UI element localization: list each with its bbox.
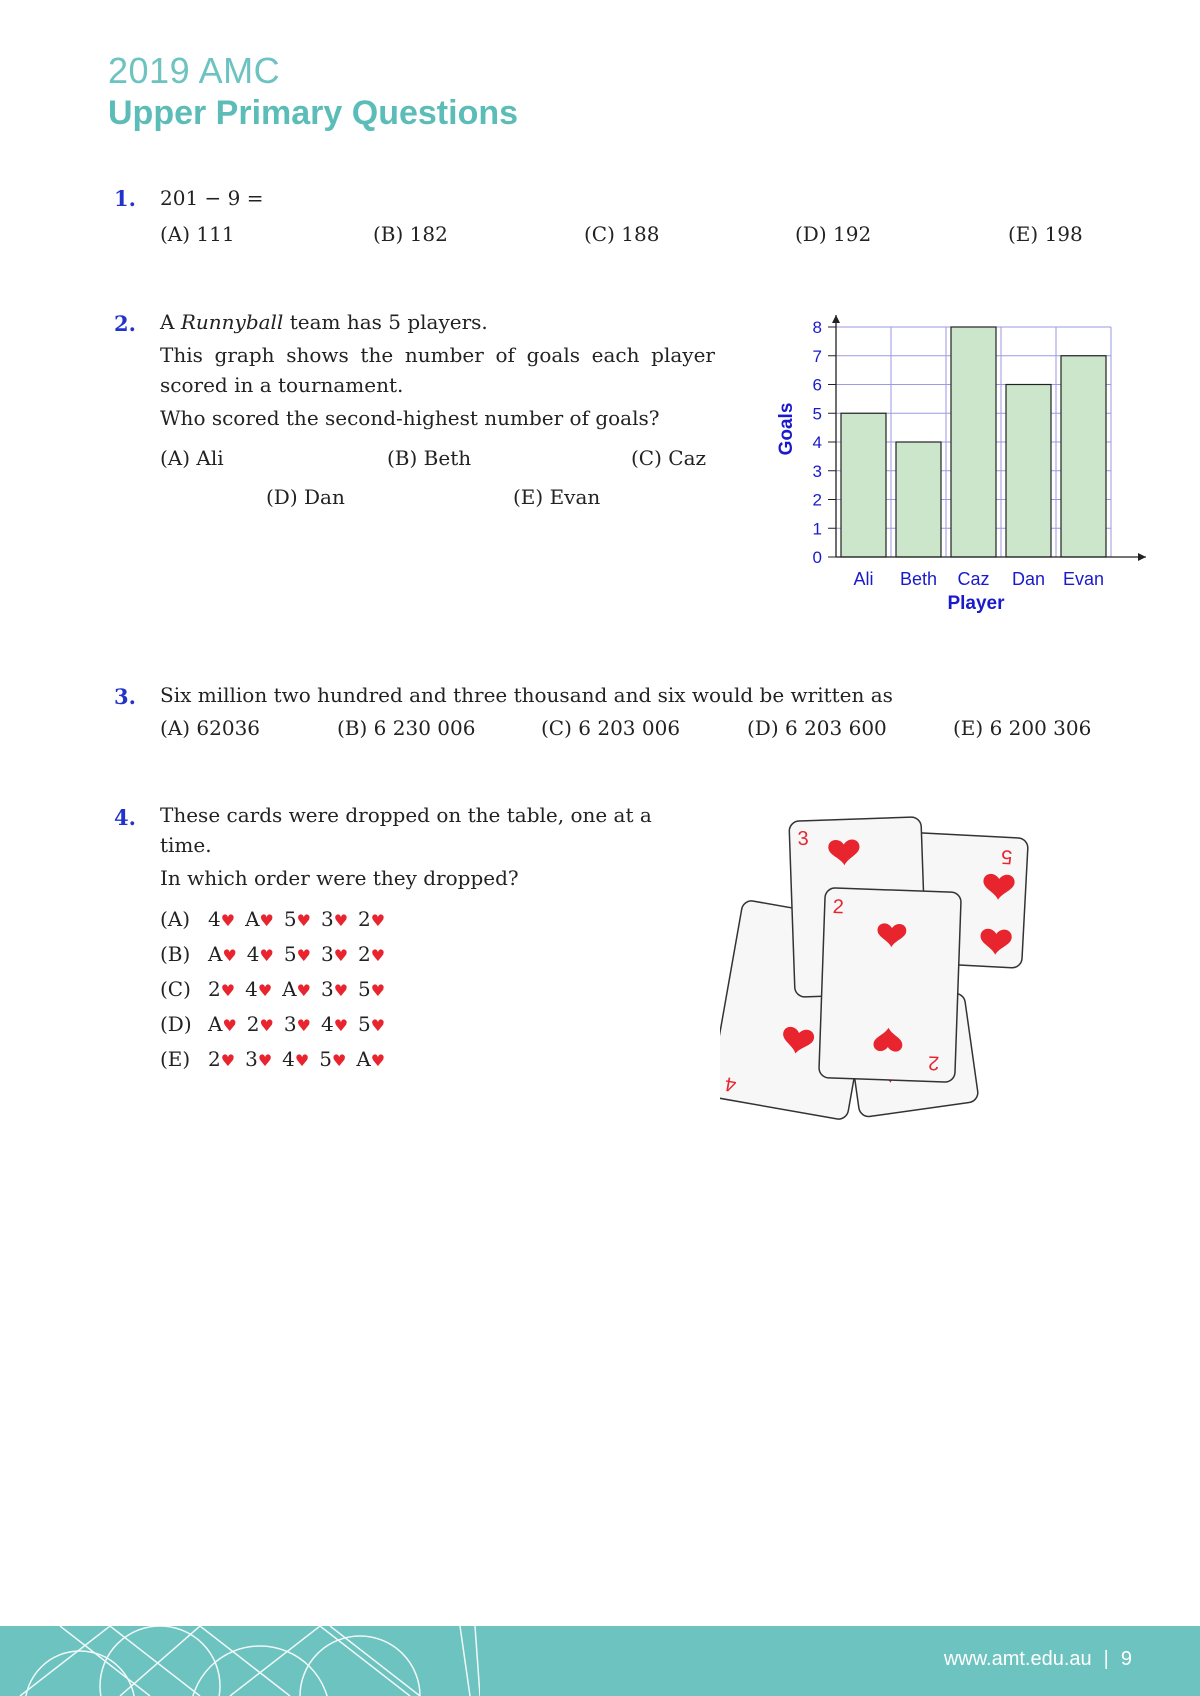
q4-card: A♥: [208, 942, 237, 966]
card-two-rank: 2: [832, 895, 845, 919]
q4-card: 2♥: [208, 977, 236, 1001]
q1-option-d: (D) 192: [795, 222, 872, 246]
heart-icon: ♥: [220, 1051, 236, 1070]
q4-card: 3♥: [283, 1012, 311, 1036]
q4-card: 4♥: [208, 907, 236, 931]
q4-option-a-label: (A): [160, 907, 191, 931]
card-four-rank: 4: [723, 1072, 739, 1096]
q2-number: 2.: [114, 311, 136, 336]
chart-x-tick-label: Dan: [1011, 569, 1046, 589]
chart-x-ticks: [853, 569, 1104, 589]
chart-y-tick-label: 8: [812, 318, 822, 337]
chart-y-tick-label: 0: [812, 548, 822, 567]
chart-y-tick-label: 3: [812, 461, 822, 481]
q4-option-b-label: (B): [160, 942, 191, 966]
q2-option-c: (C) Caz: [631, 446, 707, 470]
heart-icon: ♥: [259, 1016, 274, 1035]
q4-card: 5♥: [358, 1012, 386, 1036]
q2-option-e: (E) Evan: [513, 485, 601, 509]
chart-y-axis-arrow: [832, 315, 840, 323]
q4-card: 2♥: [358, 942, 386, 966]
heart-icon: ♥: [257, 1051, 273, 1070]
heart-icon: ♥: [333, 981, 349, 1000]
card-two-of-hearts: [819, 888, 962, 1083]
q4-card: 2♥: [208, 1047, 236, 1071]
footer-text: [944, 1648, 1132, 1671]
heart-icon: ♥: [296, 946, 311, 965]
q4-option-b: [160, 942, 395, 966]
card-three-rank: 3: [797, 827, 810, 851]
q1-option-a: (A) 111: [160, 222, 235, 246]
heart-icon: ♥: [370, 946, 386, 965]
chart-x-axis-label: Player: [947, 593, 1005, 614]
q4-option-d: [160, 1012, 395, 1036]
q1-number: 1.: [114, 186, 136, 211]
chart-bar: [1006, 385, 1051, 558]
q4-line1: These cards were dropped on the table, one at a time.: [160, 803, 652, 857]
q2-line1: A Runnyball team has 5 players.: [160, 310, 488, 334]
dropped-cards-illustration: [720, 805, 1060, 1125]
heart-icon: ♥: [296, 981, 311, 1000]
heart-icon: ♥: [333, 1016, 349, 1035]
chart-bar: [896, 442, 941, 557]
heart-icon: ♥: [333, 911, 349, 930]
header-section-title: Upper Primary Questions: [108, 94, 519, 132]
q4-number: 4.: [114, 805, 136, 830]
heart-icon: ♥: [257, 981, 273, 1000]
heart-icon: ♥: [296, 911, 311, 930]
q2-line2: This graph shows the number of goals each player scored in a tournament.: [160, 343, 715, 397]
heart-icon: ♥: [331, 1051, 347, 1070]
chart-y-tick-label: 7: [812, 346, 822, 366]
header-year-title: 2019 AMC: [108, 50, 281, 91]
chart-y-tick-label: 2: [812, 490, 822, 510]
q4-card: 5♥: [283, 942, 311, 966]
q2-option-b: (B) Beth: [387, 446, 472, 470]
chart-x-tick-label: Evan: [1062, 569, 1105, 589]
q1-option-e: (E) 198: [1008, 222, 1083, 246]
chart-x-axis-arrow: [1138, 553, 1146, 561]
q1-option-b: (B) 182: [373, 222, 448, 246]
q3-option-d: (D) 6 203 600: [747, 716, 887, 740]
q3-option-a: (A) 62036: [160, 716, 261, 740]
heart-icon: ♥: [370, 1051, 386, 1070]
chart-y-axis-label: Goals: [776, 402, 797, 456]
chart-y-tick-label: 5: [812, 404, 822, 424]
q4-option-e: [160, 1047, 395, 1071]
q4-card: 5♥: [283, 907, 311, 931]
q4-card: 5♥: [358, 977, 386, 1001]
q2-line3: Who scored the second-highest number of goals?: [160, 406, 660, 430]
q4-card: 3♥: [320, 907, 349, 931]
q4-card: 4♥: [246, 942, 274, 966]
q4-card: 4♥: [320, 1012, 349, 1036]
q4-card: 4♥: [282, 1047, 310, 1071]
chart-x-tick-label: Caz: [957, 569, 990, 589]
page-number: 9: [1120, 1648, 1132, 1670]
heart-icon: ♥: [222, 946, 237, 965]
chart-y-tick-label: 4: [812, 433, 822, 452]
q4-option-c-label: (C): [160, 977, 191, 1001]
q4-card: 5♥: [319, 1047, 347, 1071]
footer-url[interactable]: www.amt.edu.au: [943, 1648, 1092, 1670]
chart-x-tick-label: Ali: [853, 569, 874, 589]
heart-icon: ♥: [370, 981, 386, 1000]
heart-icon: ♥: [296, 1016, 311, 1035]
footer-bar: [0, 1626, 1200, 1696]
q2-option-d: (D) Dan: [266, 485, 345, 509]
q4-line2: In which order were they dropped?: [160, 866, 519, 890]
chart-bars: [841, 327, 1106, 557]
chart-bar: [951, 327, 996, 557]
chart-bar: [841, 413, 886, 557]
q4-option-e-label: (E): [160, 1047, 191, 1071]
goals-bar-chart: [770, 305, 1150, 625]
footer-decorative-pattern: [0, 1626, 480, 1696]
heart-icon: ♥: [259, 946, 274, 965]
q4-option-a: [160, 907, 395, 931]
q4-option-d-label: (D): [160, 1012, 192, 1036]
q4-option-c: [160, 977, 395, 1001]
q4-card: 4♥: [245, 977, 273, 1001]
q1-option-c: (C) 188: [584, 222, 660, 246]
heart-icon: ♥: [333, 946, 349, 965]
q3-option-b: (B) 6 230 006: [337, 716, 476, 740]
q1-question: 201 − 9 =: [160, 186, 264, 210]
q4-card: A♥: [208, 1012, 237, 1036]
heart-icon: ♥: [220, 911, 236, 930]
q4-card: 3♥: [245, 1047, 273, 1071]
q3-option-c: (C) 6 203 006: [541, 716, 681, 740]
chart-x-tick-label: Beth: [899, 569, 938, 589]
q2-option-a: (A) Ali: [160, 446, 224, 470]
chart-y-tick-label: 1: [812, 519, 822, 539]
q4-card: 3♥: [320, 942, 349, 966]
chart-bar: [1061, 356, 1106, 557]
heart-icon: ♥: [222, 1016, 237, 1035]
card-five-rank: 5: [1000, 845, 1013, 868]
q4-card: A♥: [245, 907, 274, 931]
heart-icon: ♥: [294, 1051, 310, 1070]
heart-icon: ♥: [370, 911, 386, 930]
heart-icon: ♥: [220, 981, 236, 1000]
footer-separator: |: [1103, 1648, 1109, 1670]
q4-card: A♥: [356, 1047, 386, 1071]
q3-number: 3.: [114, 684, 136, 709]
q3-question: Six million two hundred and three thousand and six would be written as: [160, 683, 893, 707]
q4-card: 3♥: [320, 977, 349, 1001]
q4-card: 2♥: [246, 1012, 274, 1036]
card-two-rank-bottom: 2: [927, 1051, 940, 1074]
q4-card: 2♥: [358, 907, 386, 931]
heart-icon: ♥: [370, 1016, 386, 1035]
chart-y-ticks: [813, 318, 836, 567]
q3-option-e: (E) 6 200 306: [953, 716, 1092, 740]
chart-y-tick-label: 6: [812, 375, 822, 395]
heart-icon: ♥: [259, 911, 274, 930]
q4-card: A♥: [282, 977, 311, 1001]
